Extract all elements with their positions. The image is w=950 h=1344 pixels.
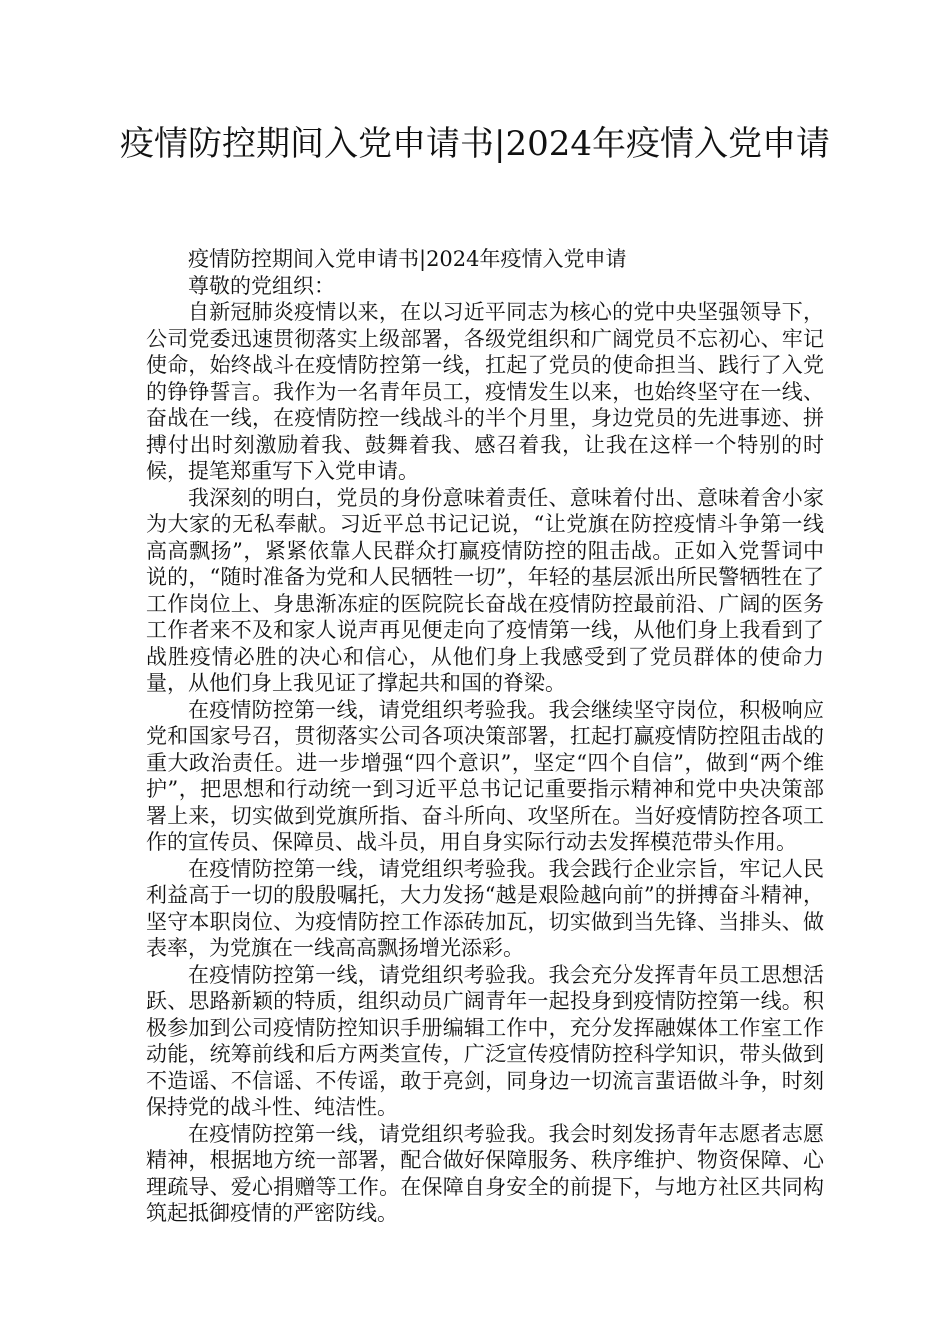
paragraph: 我深刻的明白，党员的身份意味着责任、意味着付出、意味着舍小家为大家的无私奉献。习近平总书记记说，“让党旗在防控疫情斗争第一线高高飘扬”，紧紧依靠人民群众打赢疫情防控的阻击战。正如入党誓词中说的，“随时准备为党和人民牺牲一切”，年轻的基层派出所民警牺牲在了工作岗位上、身患渐冻症的医院院长奋战在疫情防控最前沿、广阔的医务工作者来不及和家人说声再见便走向了疫情第一线，从他们身上我看到了战胜疫情必胜的决心和信心，从他们身上我感受到了党员群体的使命力量，从他们身上我见证了撑起共和国的脊梁。	[146, 485, 824, 695]
paragraph: 在疫情防控第一线，请党组织考验我。我会践行企业宗旨，牢记人民利益高于一切的殷殷嘱托，大力发扬“越是艰险越向前”的拼搏奋斗精神，坚守本职岗位、为疫情防控工作添砖加瓦，切实做到当先锋、当排头、做表率，为党旗在一线高高飘扬增光添彩。	[146, 856, 824, 960]
paragraph: 在疫情防控第一线，请党组织考验我。我会继续坚守岗位，积极响应党和国家号召，贯彻落实公司各项决策部署，扛起打赢疫情防控阻击战的重大政治责任。进一步增强“四个意识”，坚定“四个自信”，做到“两个维护”，把思想和行动统一到习近平总书记记重要指示精神和党中央决策部署上来，切实做到党旗所指、奋斗所向、攻坚所在。当好疫情防控各项工作的宣传员、保障员、战斗员，用自身实际行动去发挥模范带头作用。	[146, 697, 824, 854]
document-body	[146, 246, 824, 1227]
document-title: 疫情防控期间入党申请书|2024年疫情入党申请	[120, 124, 830, 164]
paragraph: 在疫情防控第一线，请党组织考验我。我会时刻发扬青年志愿者志愿精神，根据地方统一部署，配合做好保障服务、秩序维护、物资保障、心理疏导、爱心捐赠等工作。在保障自身安全的前提下，与地方社区共同构筑起抵御疫情的严密防线。	[146, 1121, 824, 1225]
paragraph: 自新冠肺炎疫情以来，在以习近平同志为核心的党中央坚强领导下，公司党委迅速贯彻落实上级部署，各级党组织和广阔党员不忘初心、牢记使命，始终战斗在疫情防控第一线，扛起了党员的使命担当、践行了入党的铮铮誓言。我作为一名青年员工，疫情发生以来，也始终坚守在一线、奋战在一线，在疫情防控一线战斗的半个月里，身边党员的先进事迹、拼搏付出时刻激励着我、鼓舞着我、感召着我，让我在这样一个特别的时候，提笔郑重写下入党申请。	[146, 300, 824, 483]
paragraph: 在疫情防控第一线，请党组织考验我。我会充分发挥青年员工思想活跃、思路新颖的特质，组织动员广阔青年一起投身到疫情防控第一线。积极参加到公司疫情防控知识手册编辑工作中，充分发挥融媒体工作室工作动能，统筹前线和后方两类宣传，广泛宣传疫情防控科学知识，带头做到不造谣、不信谣、不传谣，敢于亮剑，同身边一切流言蜚语做斗争，时刻保持党的战斗性、纯洁性。	[146, 962, 824, 1119]
document-subtitle-line: 疫情防控期间入党申请书|2024年疫情入党申请	[188, 247, 627, 271]
salutation: 尊敬的党组织：	[188, 273, 335, 298]
